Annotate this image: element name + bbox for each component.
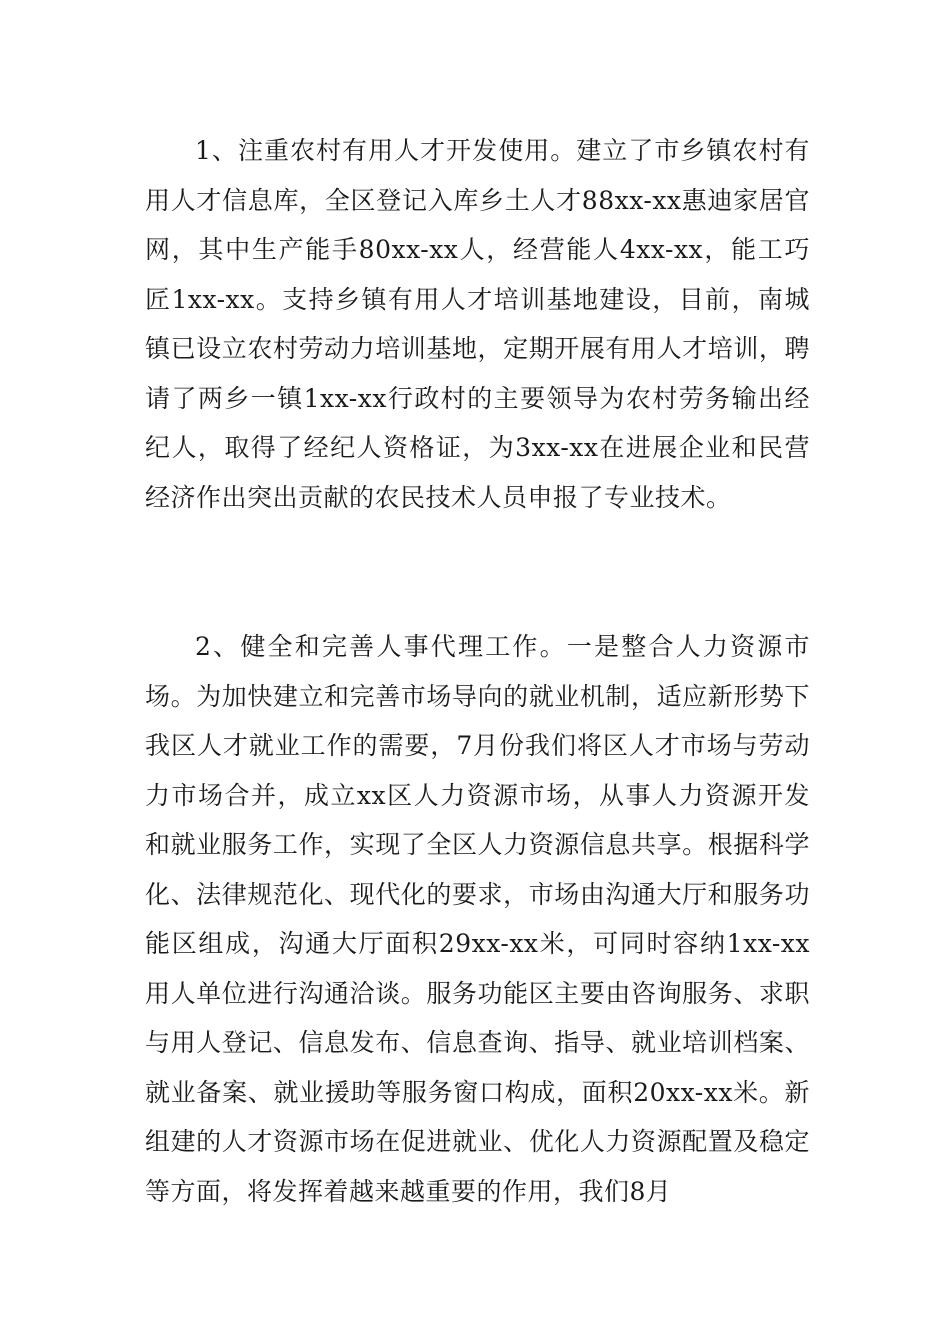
paragraph-personnel-agency: 2、健全和完善人事代理工作。一是整合人力资源市场。为加快建立和完善市场导向的就业机制，适应新形势下我区人才就业工作的需要，7月份我们将区人才市场与劳动力市场合并，成立xx区人力资源市场，从事人力资源开发和就业服务工作，实现了全区人力资源信息共享。根据科学化、法律规范化、现代化的要求，市场由沟通大厅和服务功能区组成，沟通大厅面积29xx-xx米，可同时容纳1xx-xx用人单位进行沟通洽谈。服务功能区主要由咨询服务、求职与用人登记、信息发布、信息查询、指导、就业培训档案、就业备案、就业援助等服务窗口构成，面积20xx-xx米。新组建的人才资源市场在促进就业、优化人力资源配置及稳定等方面，将发挥着越来越重要的作用，我们8月 — [145, 632, 810, 1206]
paragraph-talent-development: 1、注重农村有用人才开发使用。建立了市乡镇农村有用人才信息库，全区登记入库乡土人才88xx-xx惠迪家居官网，其中生产能手80xx-xx人，经营能人4xx-xx，能工巧匠1xx-xx。支持乡镇有用人才培训基地建设，目前，南城镇已设立农村劳动力培训基地，定期开展有用人才培训，聘请了两乡一镇1xx-xx行政村的主要领导为农村劳务输出经纪人，取得了经纪人资格证，为3xx-xx在进展企业和民营经济作出突出贡献的农民技术人员申报了专业技术。 — [145, 136, 810, 512]
